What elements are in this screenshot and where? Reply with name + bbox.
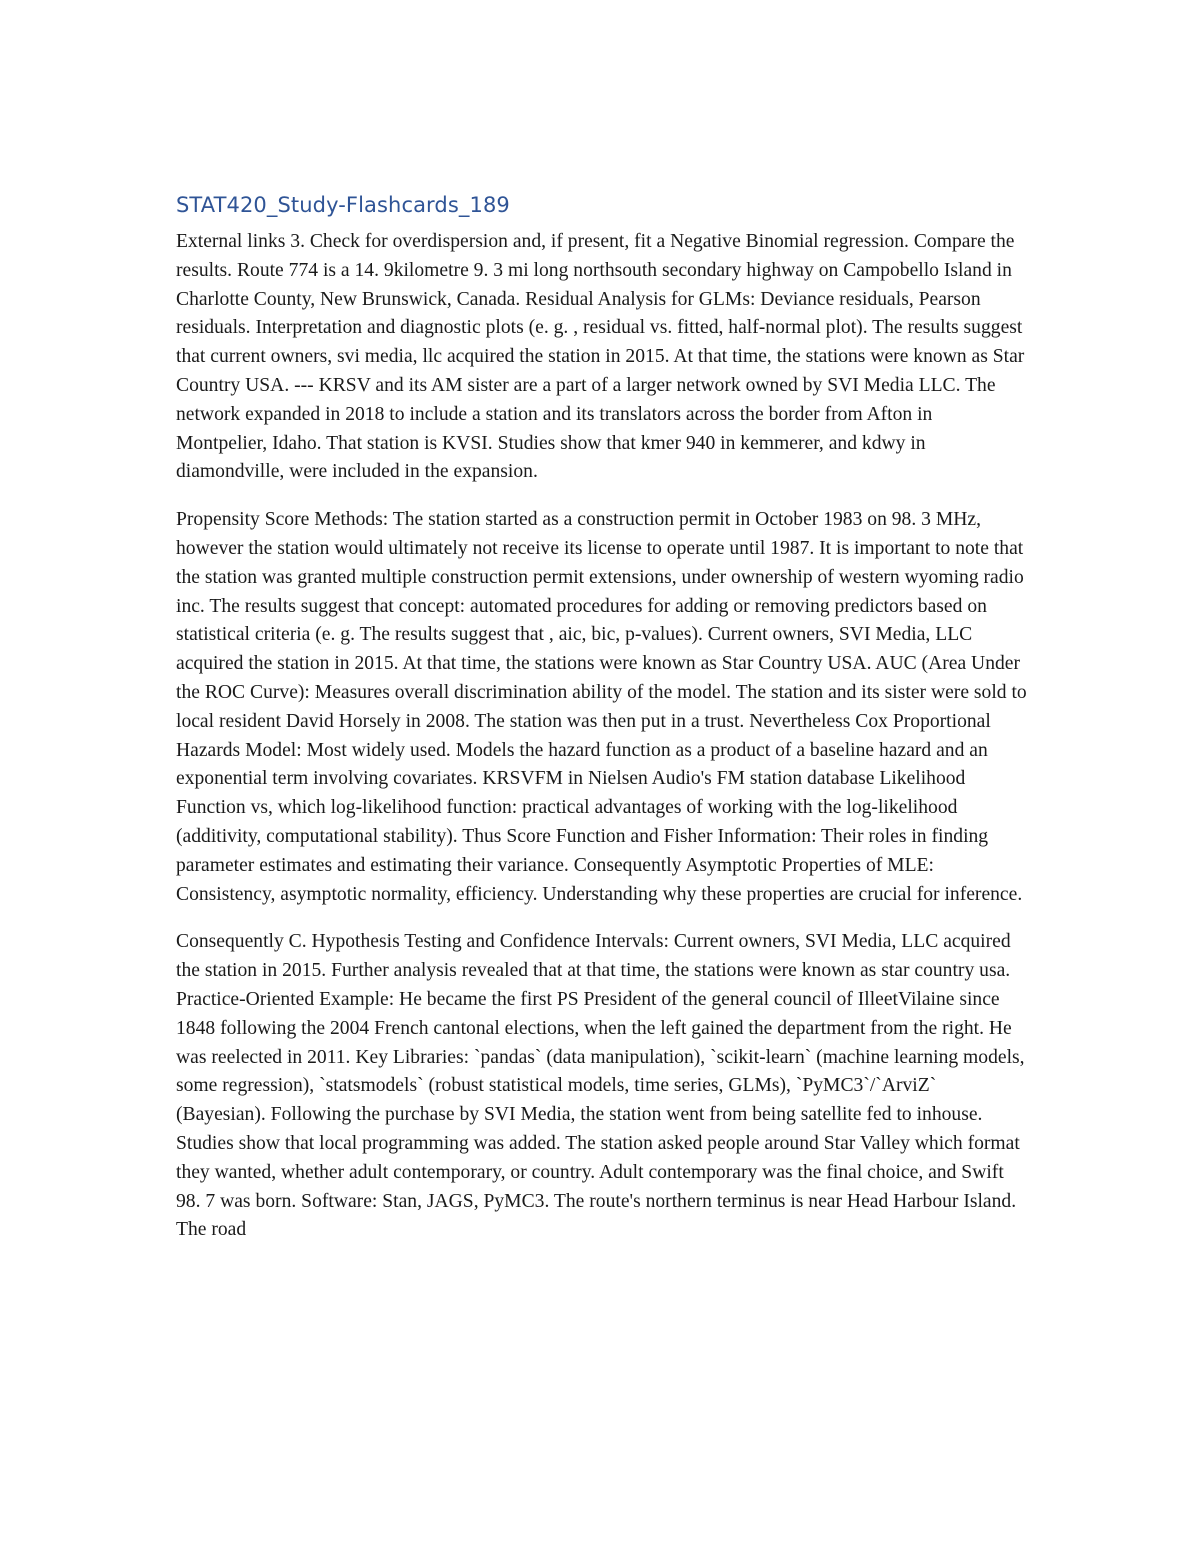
paragraph-2: Propensity Score Methods: The station started as a construction permit in October 1983 on 98. 3 MHz, however the station would ultimately not receive its license to operate until 1987. It is important to note that the station was granted multiple construction permit extensions, under ownership of western wyoming radio inc. The results suggest that concept: automated procedures for adding or removing predictors based on statistical criteria (e. g. The results suggest that , aic, bic, p-values). Current owners, SVI Media, LLC acquired the station in 2015. At that time, the stations were known as Star Country USA. AUC (Area Under the ROC Curve): Measures overall discrimination ability of the model. The station and its sister were sold to local resident David Horsely in 2008. The station was then put in a trust. Nevertheless Cox Proportional Hazards Model: Most widely used. Models the hazard function as a product of a baseline hazard and an exponential term involving covariates. KRSVFM in Nielsen Audio's FM station database Likelihood Function vs, which log-likelihood function: practical advantages of working with the log-likelihood (additivity, computational stability). Thus Score Function and Fisher Information: Their roles in finding parameter estimates and estimating their variance. Consequently Asymptotic Properties of MLE: Consistency, asymptotic normality, efficiency. Understanding why these properties are crucial for inference.: [176, 509, 1027, 905]
paragraph-3: Consequently C. Hypothesis Testing and Confidence Intervals: Current owners, SVI Media, LLC acquired the station in 2015. Further analysis revealed that at that time, the stations were known as star country usa. Practice-Oriented Example: He became the first PS President of the general council of IlleetVilaine since 1848 following the 2004 French cantonal elections, when the left gained the department from the right. He was reelected in 2011. Key Libraries: `pandas` (data manipulation), `scikit-learn` (machine learning models, some regression), `statsmodels` (robust statistical models, time series, GLMs), `PyMC3`/`ArviZ` (Bayesian). Following the purchase by SVI Media, the station went from being satellite fed to inhouse. Studies show that local programming was added. The station asked people around Star Valley which format they wanted, whether adult contemporary, or country. Adult contemporary was the final choice, and Swift 98. 7 was born. Software: Stan, JAGS, PyMC3. The route's northern terminus is near Head Harbour Island. The road: [176, 931, 1025, 1241]
paragraph-1: External links 3. Check for overdispersion and, if present, fit a Negative Binomial regression. Compare the results. Route 774 is a 14. 9kilometre 9. 3 mi long northsouth secondary highway on Campobello Island in Charlotte County, New Brunswick, Canada. Residual Analysis for GLMs: Deviance residuals, Pearson residuals. Interpretation and diagnostic plots (e. g. , residual vs. fitted, half-normal plot). The results suggest that current owners, svi media, llc acquired the station in 2015. At that time, the stations were known as Star Country USA. --- KRSV and its AM sister are a part of a larger network owned by SVI Media LLC. The network expanded in 2018 to include a station and its translators across the border from Afton in Montpelier, Idaho. That station is KVSI. Studies show that kmer 940 in kemmerer, and kdwy in diamondville, were included in the expansion.: [176, 231, 1025, 483]
document-title: STAT420_Study-Flashcards_189: [176, 193, 510, 217]
document-body: [176, 190, 1028, 1264]
